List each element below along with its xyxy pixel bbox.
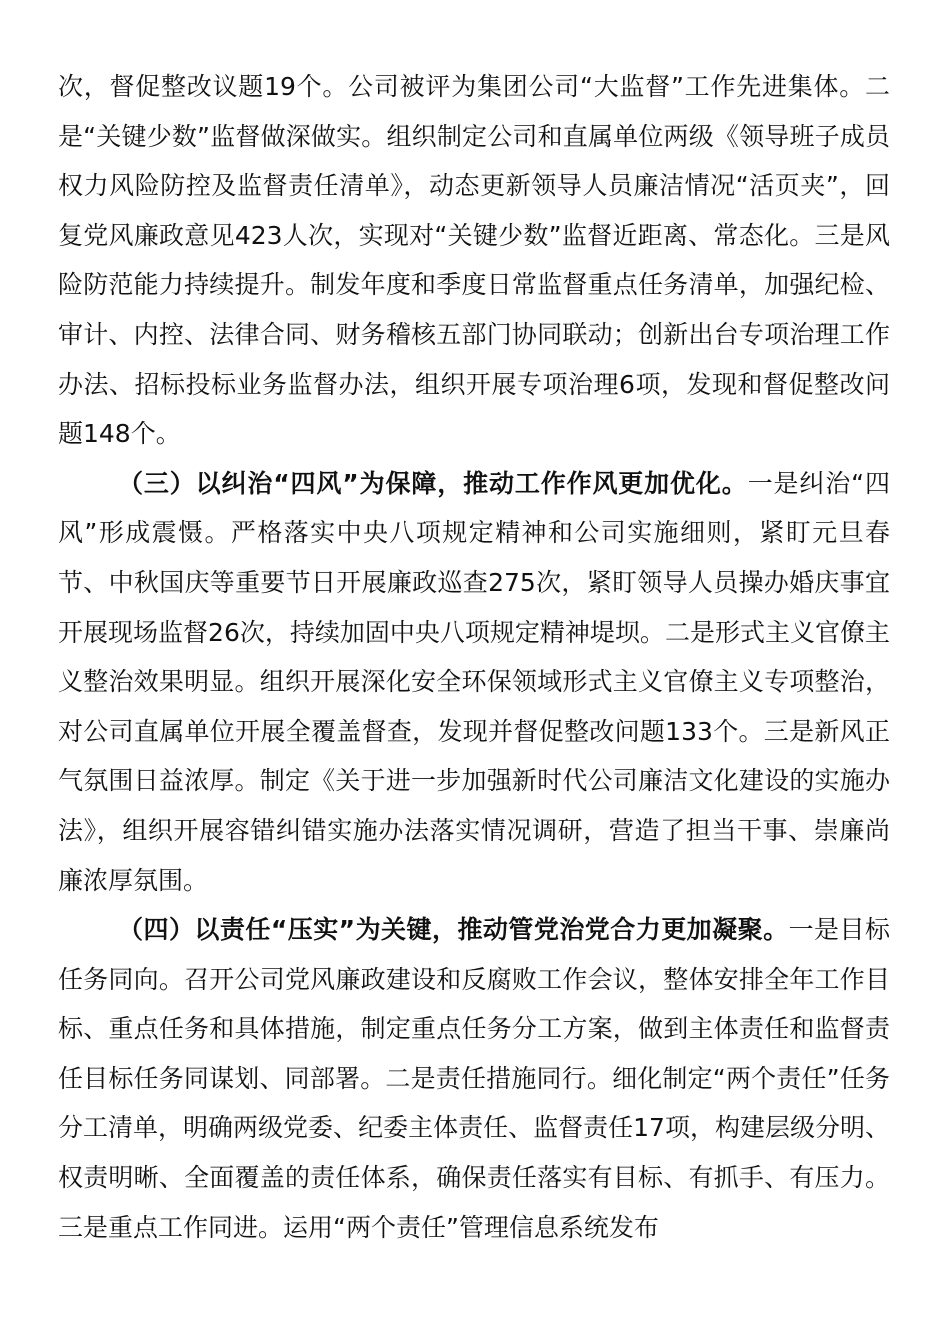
paragraph-continuation	[58, 62, 890, 459]
paragraph-section-3	[58, 459, 890, 905]
section-heading: （三）以纠治“四风”为保障，推动工作作风更加优化。	[118, 468, 748, 498]
paragraph-section-4	[58, 905, 890, 1252]
paragraph-body: 次，督促整改议题19个。公司被评为集团公司“大监督”工作先进集体。二是“关键少数”监督做深做实。组织制定公司和直属单位两级《领导班子成员权力风险防控及监督责任清单》，动态更新领导人员廉洁情况“活页夹”，回复党风廉政意见423人次，实现对“关键少数”监督近距离、常态化。三是风险防范能力持续提升。制发年度和季度日常监督重点任务清单，加强纪检、审计、内控、法律合同、财务稽核五部门协同联动；创新出台专项治理工作办法、招标投标业务监督办法，组织开展专项治理6项，发现和督促整改问题148个。	[58, 72, 890, 449]
paragraph-body: 一是纠治“四风”形成震慑。严格落实中央八项规定精神和公司实施细则，紧盯元旦春节、中秋国庆等重要节日开展廉政巡查275次，紧盯领导人员操办婚庆事宜开展现场监督26次，持续加固中央八项规定精神堤坝。二是形式主义官僚主义整治效果明显。组织开展深化安全环保领域形式主义官僚主义专项整治，对公司直属单位开展全覆盖督查，发现并督促整改问题133个。三是新风正气氛围日益浓厚。制定《关于进一步加强新时代公司廉洁文化建设的实施办法》，组织开展容错纠错实施办法落实情况调研，营造了担当干事、崇廉尚廉浓厚氛围。	[58, 468, 891, 895]
paragraph-body: 一是目标任务同向。召开公司党风廉政建设和反腐败工作会议，整体安排全年工作目标、重点任务和具体措施，制定重点任务分工方案，做到主体责任和监督责任目标任务同谋划、同部署。二是责任措施同行。细化制定“两个责任”任务分工清单，明确两级党委、纪委主体责任、监督责任17项，构建层级分明、权责明晰、全面覆盖的责任体系，确保责任落实有目标、有抓手、有压力。三是重点工作同进。运用“两个责任”管理信息系统发布	[58, 915, 890, 1242]
section-heading: （四）以责任“压实”为关键，推动管党治党合力更加凝聚。	[118, 915, 789, 945]
document-page	[58, 62, 890, 1252]
